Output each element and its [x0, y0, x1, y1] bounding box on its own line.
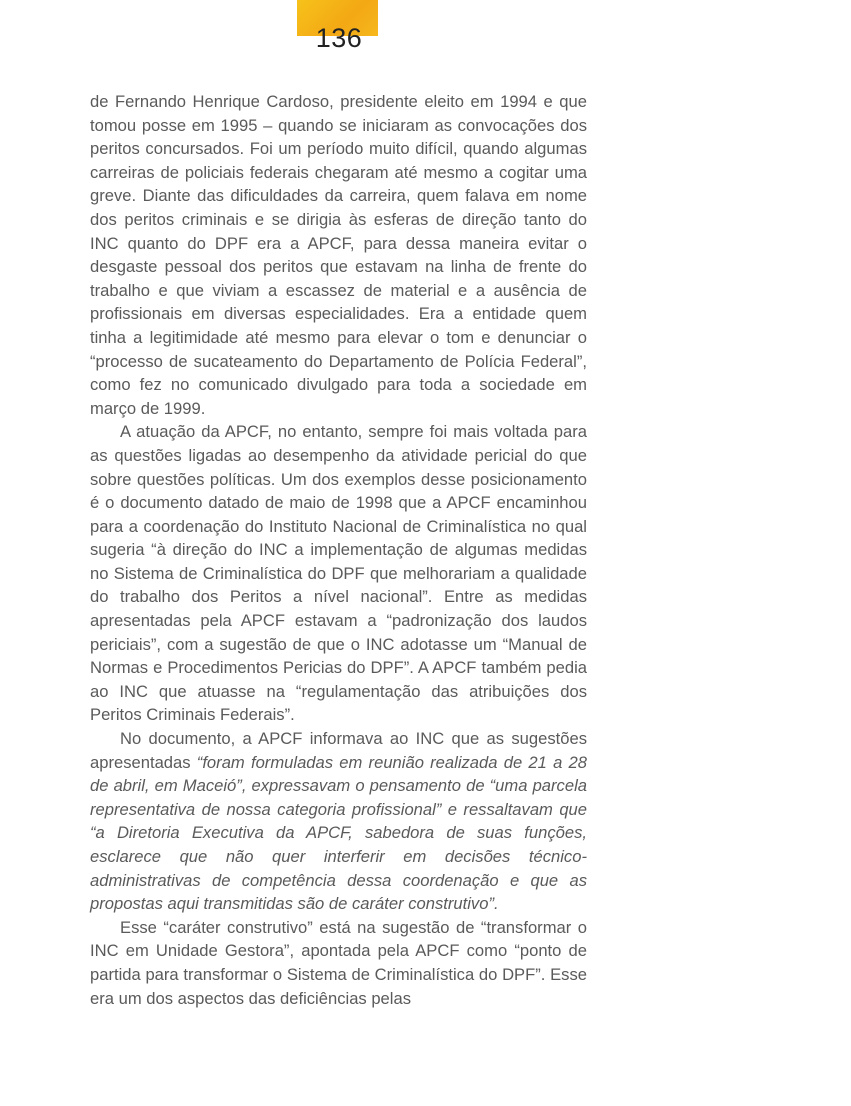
paragraph-1 — [90, 90, 587, 420]
paragraph-3-quote: “foram formuladas em reunião realizada de 21 a 28 de abril, em Maceió”, expressavam o pensamento de “uma parcela representativa de nossa categoria profissional” e ressaltavam que “a Diretoria Executiva da APCF, sabedora de suas funções, esclarece que não quer interferir em decisões técnico-administrativas de competência dessa coordenação e que as propostas aqui transmitidas são de caráter construtivo”. — [90, 752, 587, 914]
paragraph-3-text: No documento, a APCF informava ao INC que as sugestões apresentadas — [90, 729, 587, 772]
paragraph-3 — [90, 727, 587, 916]
paragraph-2 — [90, 420, 587, 727]
paragraph-4-text: Esse “caráter construtivo” está na sugestão de “transformar o INC em Unidade Gestora”, apontada pela APCF como “ponto de partida para transformar o Sistema de Criminalística do DPF”. Esse era um dos aspectos das deficiências pelas — [90, 917, 587, 1008]
paragraph-2-text: A atuação da APCF, no entanto, sempre foi mais voltada para as questões ligadas ao desempenho da atividade pericial do que sobre questões políticas. Um dos exemplos desse posicionamento é o documento datado de maio de 1998 que a APCF encaminhou para a coordenação do Instituto Nacional de Criminalística no qual sugeria “à direção do INC a implementação de algumas medidas no Sistema de Criminalística do DPF que melhorariam a qualidade do trabalho dos Peritos a nível nacional”. Entre as medidas apresentadas pela APCF estavam a “padronização dos laudos periciais”, com a sugestão de que o INC adotasse um “Manual de Normas e Procedimentos Pericias do DPF”. A APCF também pedia ao INC que atuasse na “regulamentação das atribuições dos Peritos Criminais Federais”. — [90, 422, 587, 725]
body-text — [90, 90, 587, 1010]
paragraph-1-text: de Fernando Henrique Cardoso, presidente eleito em 1994 e que tomou posse em 1995 – quando se iniciaram as convocações dos peritos concursados. Foi um período muito difícil, quando algumas carreiras de policiais federais chegaram até mesmo a cogitar uma greve. Diante das dificuldades da carreira, quem falava em nome dos peritos criminais e se dirigia às esferas de direção tanto do INC quanto do DPF era a APCF, para dessa maneira evitar o desgaste pessoal dos peritos que estavam na linha de frente do trabalho e que viviam a escassez de material e a ausência de profissionais em diversas especialidades. Era a entidade quem tinha a legitimidade até mesmo para elevar o tom e denunciar o “processo de sucateamento do Departamento de Polícia Federal”, como fez no comunicado divulgado para toda a sociedade em março de 1999. — [90, 92, 587, 418]
page-number: 136 — [315, 23, 363, 53]
paragraph-4 — [90, 916, 587, 1010]
